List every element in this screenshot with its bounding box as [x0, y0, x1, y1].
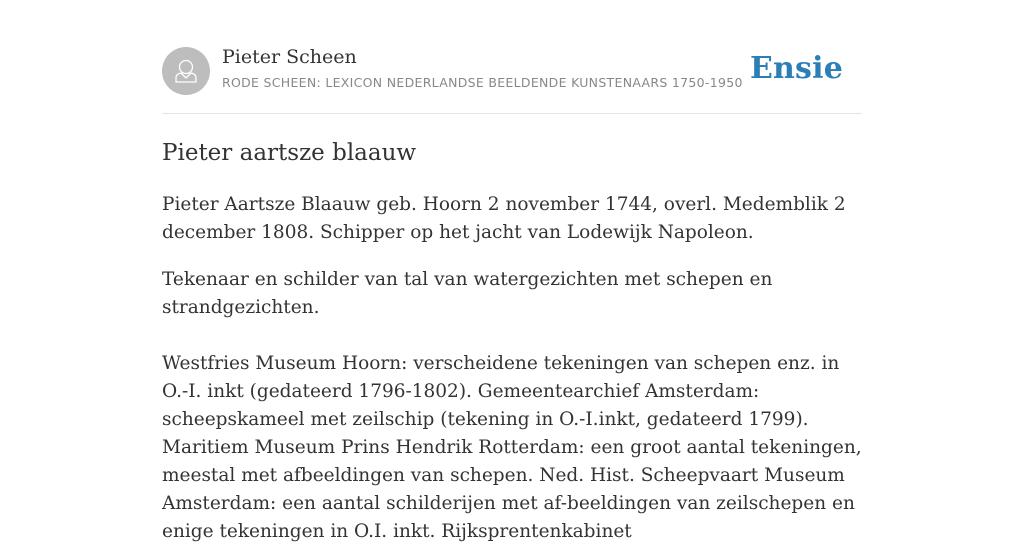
author-name[interactable]: Pieter Scheen [222, 46, 357, 68]
article-paragraph: Tekenaar en schilder van tal van watergezichten met schepen en strandgezichten. [162, 269, 773, 318]
user-avatar-icon[interactable] [162, 47, 210, 95]
article-paragraph: Pieter Aartsze Blaauw geb. Hoorn 2 november 1744, overl. Medemblik 2 december 1808. Schipper op het jacht van Lodewijk Napoleon. [162, 194, 846, 243]
header [162, 0, 862, 114]
site-logo[interactable]: Ensie [749, 51, 843, 86]
page [162, 0, 862, 546]
article-paragraph: Westfries Museum Hoorn: verscheidene tekeningen van schepen enz. in O.-I. inkt (gedateerd 1796-1802). Gemeentearchief Amsterdam: scheepskameel met zeilschip (tekening in O.-I.inkt, gedateerd 1799). Maritiem Museum Prins Hendrik Rotterdam: een groot aantal tekeningen, meestal met afbeeldingen van schepen. Ned. Hist. Scheepvaart Museum Amsterdam: een aantal schilderijen met af-beeldingen van zeilschepen en enige tekeningen in O.I. inkt. Rijksprentenkabinet [162, 353, 862, 542]
user-avatar-svg [162, 47, 210, 95]
article-title: Pieter aartsze blaauw [162, 140, 417, 166]
source-title[interactable]: RODE SCHEEN: LEXICON NEDERLANDSE BEELDENDE KUNSTENAARS 1750-1950 [222, 75, 743, 90]
